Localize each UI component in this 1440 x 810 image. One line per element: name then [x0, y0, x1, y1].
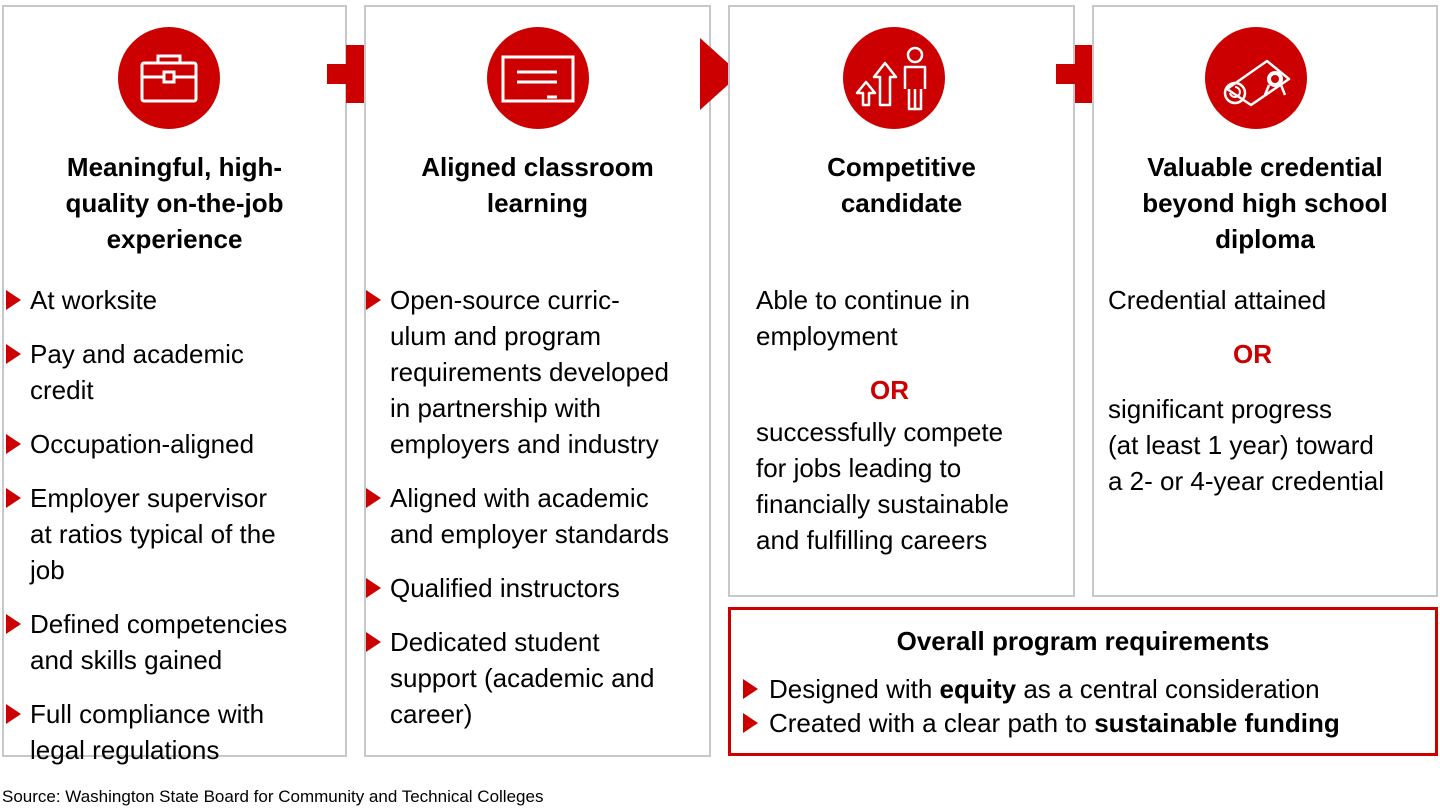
diploma-icon [1205, 27, 1307, 129]
bullet-arrow-icon [6, 290, 21, 310]
panel-title: Meaningful, high- quality on-the-job experience [65, 152, 284, 254]
list-item: Occupation-aligned [6, 426, 346, 462]
person-growth-icon-circle [843, 27, 945, 129]
list-item: Qualified instructors [366, 570, 711, 606]
overall-requirements-box [728, 607, 1438, 756]
bullet-arrow-icon [366, 290, 381, 310]
list-item: Defined competencies and skills gained [6, 606, 346, 678]
list-item: Pay and academic credit [6, 336, 346, 408]
bullet-arrow-icon [366, 578, 381, 598]
list-item: Dedicated student support (academic and career) [366, 624, 711, 732]
bullet-arrow-icon [6, 488, 21, 508]
requirement-list [366, 282, 711, 750]
panel-classroom-learning [364, 5, 711, 757]
bullet-arrow-icon [743, 713, 758, 733]
bullet-arrow-icon [743, 679, 758, 699]
panel-competitive-candidate [728, 5, 1075, 597]
bullet-arrow-icon [366, 488, 381, 508]
chalkboard-icon [487, 27, 589, 129]
bullet-arrow-icon [6, 434, 21, 454]
source-note: Source: Washington State Board for Community and Technical Colleges [2, 787, 544, 806]
list-item: Open-source curric- ulum and program requirements developed in partnership with employers and industry [366, 282, 711, 462]
chalkboard-icon-circle [487, 27, 589, 129]
outcome-text-primary: Able to continue in employment [756, 285, 970, 351]
outcome-text-alternative: significant progress (at least 1 year) toward a 2- or 4-year credential [1108, 394, 1385, 496]
bullet-arrow-icon [6, 704, 21, 724]
briefcase-icon [118, 27, 220, 129]
panel-on-the-job-experience [2, 5, 347, 765]
briefcase-icon-circle [118, 27, 220, 129]
panel-title: Aligned classroom learning [421, 152, 654, 218]
overall-title: Overall program requirements [896, 626, 1270, 656]
or-label: OR [1233, 339, 1272, 369]
list-item: Aligned with academic and employer standards [366, 480, 711, 552]
list-item: Designed with equity as a central consideration [743, 672, 1320, 706]
panel-title: Valuable credential beyond high school diploma [1142, 152, 1388, 254]
list-item: Created with a clear path to sustainable funding [743, 706, 1340, 740]
bullet-arrow-icon [6, 344, 21, 364]
or-label: OR [870, 375, 909, 405]
panel-valuable-credential [1092, 5, 1438, 597]
bullet-arrow-icon [6, 614, 21, 634]
requirement-list [6, 282, 346, 786]
outcome-text-primary: Credential attained [1108, 285, 1327, 315]
panel-title: Competitive candidate [827, 152, 976, 218]
diploma-icon-circle [1205, 27, 1307, 129]
list-item: Employer supervisor at ratios typical of the job [6, 480, 346, 588]
list-item: At worksite [6, 282, 346, 318]
list-item: Full compliance with legal regulations [6, 696, 346, 768]
outcome-text-alternative: successfully compete for jobs leading to financially sustainable and fulfilling careers [756, 417, 1009, 555]
bullet-arrow-icon [366, 632, 381, 652]
person-growth-icon [843, 27, 945, 129]
